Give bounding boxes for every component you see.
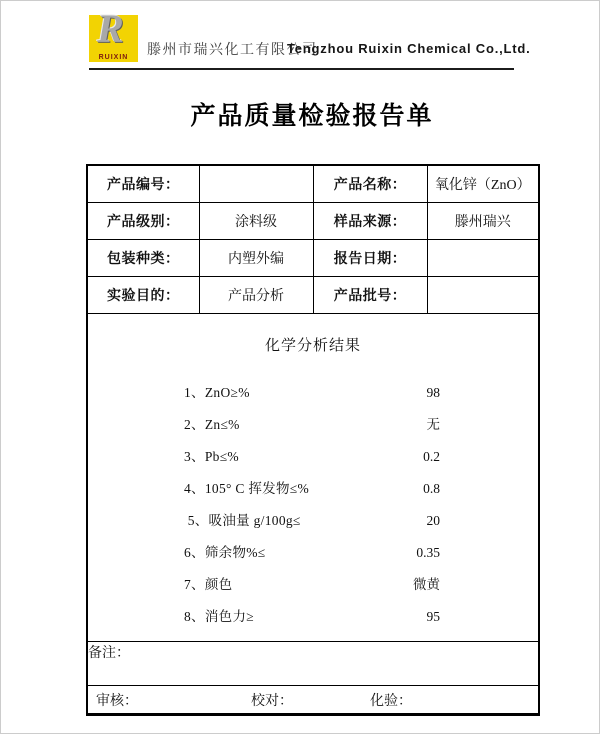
analysis-row bbox=[87, 314, 539, 642]
analysis-item bbox=[184, 545, 440, 577]
analysis-item bbox=[184, 449, 440, 481]
info-row-2 bbox=[87, 203, 539, 240]
analysis-item-label: 7、颜色 bbox=[184, 577, 233, 592]
analysis-item bbox=[184, 481, 440, 513]
analysis-item bbox=[184, 577, 440, 609]
analysis-item-value: 0.2 bbox=[423, 449, 440, 464]
analysis-item-value: 微黄 bbox=[413, 577, 440, 592]
assay-label: 化验： bbox=[370, 693, 412, 709]
signature-cell bbox=[87, 686, 539, 715]
info-row-4 bbox=[87, 277, 539, 314]
company-name-cn: 滕州市瑞兴化工有限公司 bbox=[147, 43, 318, 58]
analysis-item bbox=[184, 609, 440, 641]
analysis-item bbox=[184, 417, 440, 449]
sample-source-value: 滕州瑞兴 bbox=[427, 203, 539, 240]
analysis-item bbox=[184, 513, 440, 545]
logo-r-letter: R bbox=[97, 6, 124, 51]
analysis-item bbox=[184, 385, 440, 417]
company-name-en: Tengzhou Ruixin Chemical Co.,Ltd. bbox=[287, 41, 531, 56]
analysis-item-value: 20 bbox=[426, 513, 440, 528]
info-row-1 bbox=[87, 165, 539, 203]
analysis-section bbox=[87, 314, 539, 642]
analysis-item-label: 2、Zn≤% bbox=[184, 417, 240, 432]
purpose-label: 实验目的： bbox=[87, 277, 199, 314]
grade-label: 产品级别： bbox=[87, 203, 199, 240]
signature-row bbox=[87, 686, 539, 715]
analysis-item-value: 0.35 bbox=[416, 545, 440, 560]
info-row-3 bbox=[87, 240, 539, 277]
grade-value: 涂料级 bbox=[199, 203, 313, 240]
remarks-cell bbox=[87, 642, 539, 686]
product-name-value: 氧化锌（ZnO） bbox=[427, 165, 539, 203]
header-divider bbox=[89, 68, 514, 70]
analysis-item-label: 3、Pb≤% bbox=[184, 449, 239, 464]
report-table bbox=[86, 164, 540, 716]
batch-label: 产品批号： bbox=[313, 277, 427, 314]
analysis-items-list bbox=[184, 385, 440, 641]
logo-brand-text: RUIXIN bbox=[98, 54, 129, 61]
analysis-item-label: 4、105° C 挥发物≤% bbox=[184, 481, 310, 496]
package-label: 包装种类： bbox=[87, 240, 199, 277]
batch-value bbox=[427, 277, 539, 314]
analysis-item-label: 1、ZnO≥% bbox=[184, 385, 250, 400]
analysis-item-label: 5、吸油量 g/100g≤ bbox=[184, 513, 301, 528]
purpose-value: 产品分析 bbox=[199, 277, 313, 314]
analysis-item-label: 8、消色力≥ bbox=[184, 609, 254, 624]
remarks-row bbox=[87, 642, 539, 686]
product-no-value bbox=[199, 165, 313, 203]
product-name-label: 产品名称： bbox=[313, 165, 427, 203]
sample-source-label: 样品来源： bbox=[313, 203, 427, 240]
report-date-value bbox=[427, 240, 539, 277]
remarks-label: 备注： bbox=[88, 646, 130, 661]
analysis-item-value: 98 bbox=[426, 385, 440, 400]
analysis-item-label: 6、筛余物%≤ bbox=[184, 545, 266, 560]
product-no-label: 产品编号： bbox=[87, 165, 199, 203]
proofread-label: 校对： bbox=[251, 693, 293, 709]
signature-row-inner bbox=[88, 686, 538, 713]
review-label: 审核： bbox=[96, 693, 138, 709]
report-title: 产品质量检验报告单 bbox=[190, 102, 434, 130]
company-logo bbox=[89, 6, 138, 62]
analysis-item-value: 0.8 bbox=[423, 481, 440, 496]
report-date-label: 报告日期： bbox=[313, 240, 427, 277]
package-value: 内塑外编 bbox=[199, 240, 313, 277]
analysis-item-value: 无 bbox=[426, 417, 440, 432]
analysis-section-title: 化学分析结果 bbox=[264, 338, 361, 354]
analysis-item-value: 95 bbox=[426, 609, 440, 624]
